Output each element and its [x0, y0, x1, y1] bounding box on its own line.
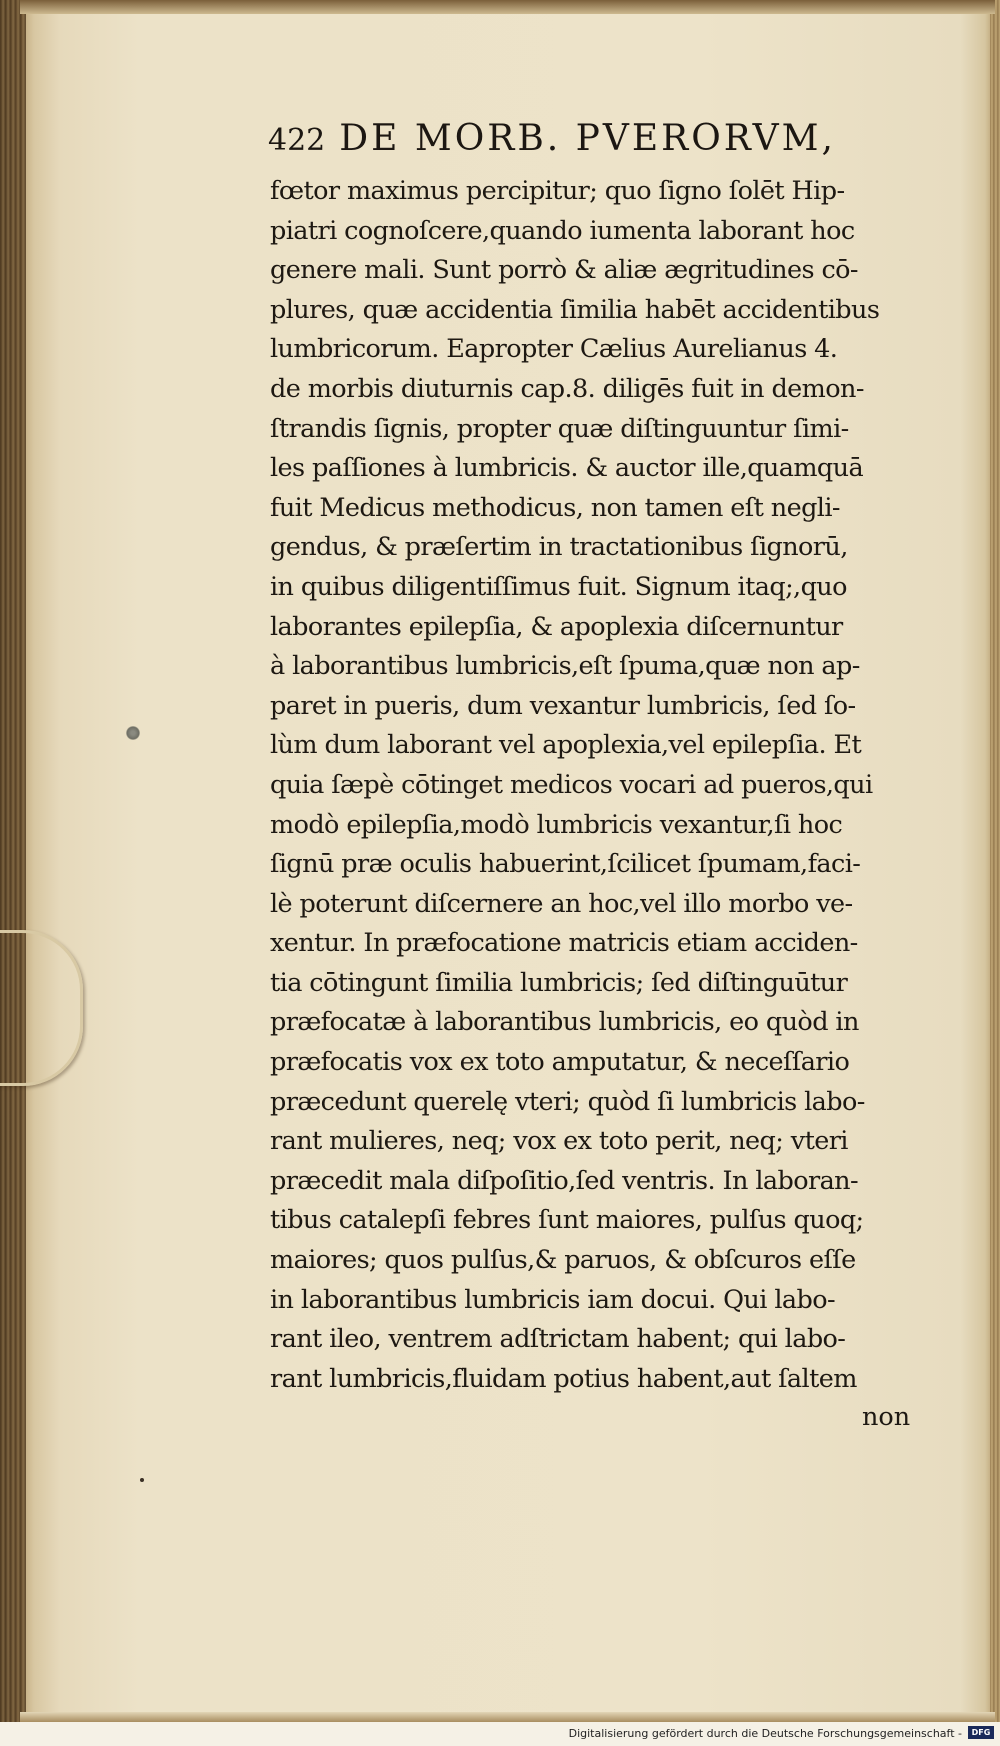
- text-line: tibus catalepſi febres ſunt maiores, pulſus quoq;: [270, 1205, 864, 1236]
- text-line: lùm dum laborant vel apoplexia,vel epilepſia. Et: [270, 730, 862, 761]
- page-number: 422: [268, 123, 326, 158]
- text-line: tia cōtingunt ſimilia lumbricis; ſed diſtinguūtur: [270, 967, 848, 998]
- text-line: à laborantibus lumbricis,eſt ſpuma,quæ non ap-: [270, 651, 860, 682]
- paper-speck: [140, 1478, 144, 1482]
- text-line: fœtor maximus percipitur; quo ſigno ſolēt Hip-: [270, 176, 845, 206]
- text-line: præfocatis vox ex toto amputatur, & neceſſario: [270, 1047, 850, 1078]
- text-line: de morbis diuturnis cap.8. diligēs fuit in demon-: [270, 373, 864, 404]
- text-line: ſtrandis ſignis, propter quæ diſtinguuntur ſimi-: [270, 413, 849, 444]
- text-line: laborantes epilepſia, & apoplexia diſcernuntur: [270, 611, 843, 642]
- page-fore-edge: [990, 0, 1000, 1746]
- text-line: quia ſæpè cōtinget medicos vocari ad pueros,qui: [270, 769, 873, 800]
- text-line: piatri cognoſcere,quando iumenta laborant hoc: [270, 215, 855, 246]
- text-line: præfocatæ à laborantibus lumbricis, eo quòd in: [270, 1007, 859, 1038]
- text-line: gendus, & præſertim in tractationibus ſignorū,: [270, 532, 848, 563]
- text-line: rant lumbricis,fluidam potius habent,aut ſaltem: [270, 1363, 857, 1394]
- text-line: genere mali. Sunt porrò & aliæ ægritudines cō-: [270, 255, 858, 286]
- text-line: xentur. In præfocatione matricis etiam acciden-: [270, 928, 858, 959]
- text-line: maiores; quos pulſus,& paruos, & obſcuros eſſe: [270, 1245, 856, 1276]
- dfg-logo: DFG: [968, 1726, 994, 1739]
- text-line: fuit Medicus methodicus, non tamen eſt negli-: [270, 492, 840, 523]
- text-line: rant ileo, ventrem adſtrictam habent; qui labo-: [270, 1324, 846, 1355]
- page-bottom-edge: [20, 1712, 995, 1722]
- text-line: in laborantibus lumbricis iam docui. Qui labo-: [270, 1284, 835, 1315]
- text-line: lè poterunt diſcernere an hoc,vel illo morbo ve-: [270, 888, 853, 919]
- text-line: modò epilepſia,modò lumbricis vexantur,ſi hoc: [270, 809, 843, 840]
- body-text: [270, 172, 950, 1399]
- paper-stain: [126, 726, 140, 740]
- funding-credit: Digitalisierung gefördert durch die Deutsche Forschungsgemeinschaft -: [568, 1727, 962, 1740]
- text-line: lumbricorum. Eapropter Cælius Aurelianus 4.: [270, 334, 838, 365]
- text-line: plures, quæ accidentia ſimilia habēt accidentibus: [270, 294, 880, 325]
- catchword: non: [862, 1402, 911, 1432]
- page-top-edge: [20, 0, 995, 14]
- text-line: præcedunt querelę vteri; quòd ſi lumbricis labo-: [270, 1086, 865, 1117]
- running-title: DE MORB. PVERORVM,: [339, 118, 836, 159]
- text-line: ſignū præ oculis habuerint,ſcilicet ſpumam,faci-: [270, 849, 861, 880]
- book-clasp: [0, 930, 83, 1086]
- text-line: rant mulieres, neq; vox ex toto perit, neq; vteri: [270, 1126, 848, 1157]
- text-line: paret in pueris, dum vexantur lumbricis, ſed ſo-: [270, 690, 856, 721]
- text-line: les paſſiones à lumbricis. & auctor ille,quamquā: [270, 453, 864, 484]
- text-line: præcedit mala diſpoſitio,ſed ventris. In laboran-: [270, 1165, 859, 1196]
- book-spine-edge: [0, 0, 26, 1746]
- running-head: [268, 118, 836, 159]
- text-line: in quibus diligentiſſimus fuit. Signum itaq;,quo: [270, 571, 847, 602]
